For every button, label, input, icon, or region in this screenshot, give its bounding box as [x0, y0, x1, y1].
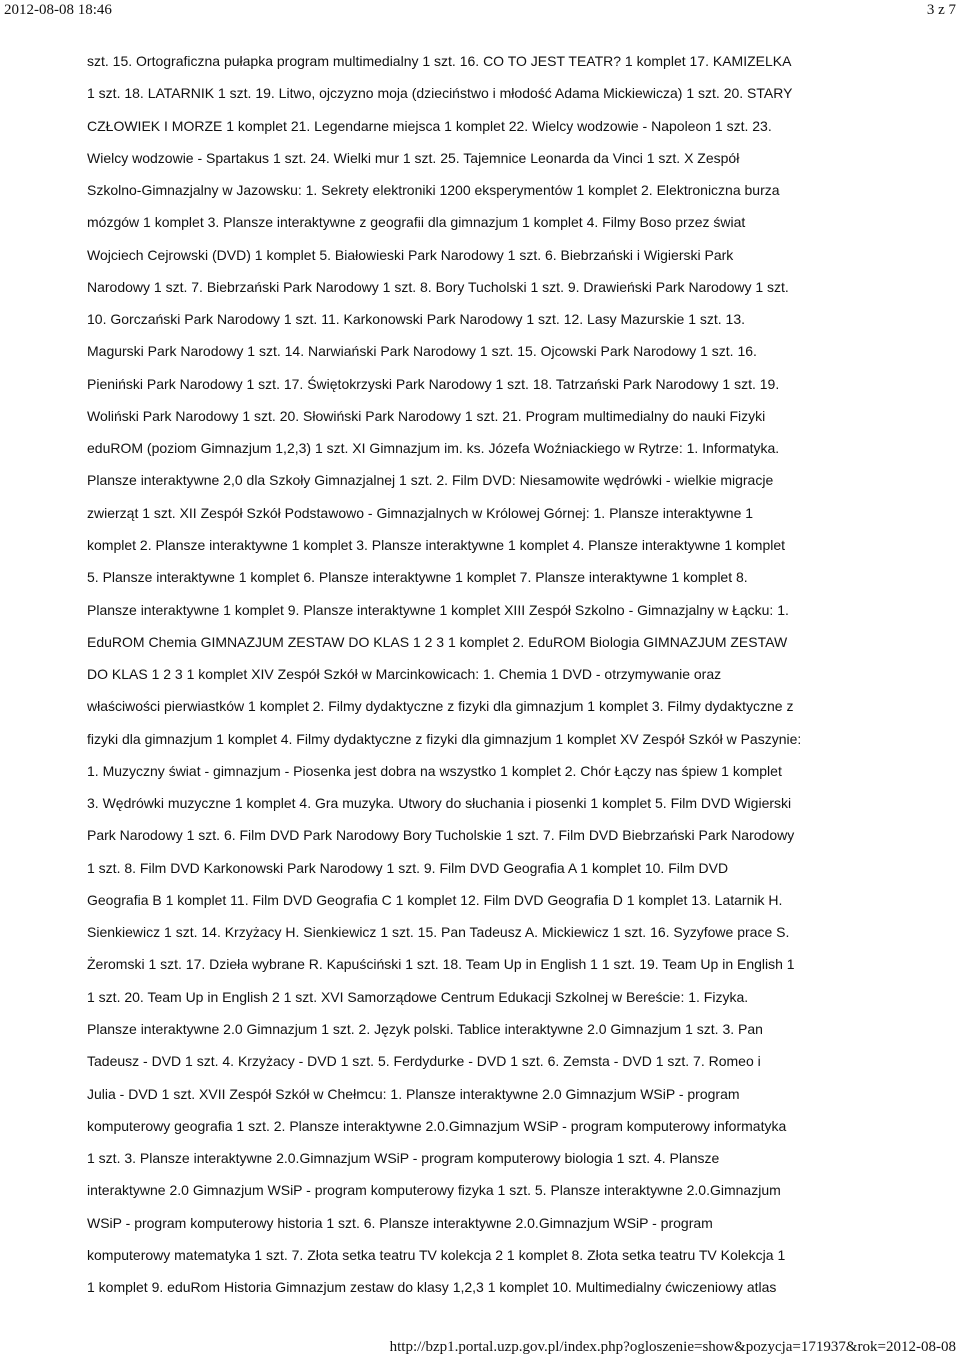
text-line: Julia - DVD 1 szt. XVII Zespół Szkół w Chełmcu: 1. Plansze interaktywne 2.0 Gimnazjum WSiP - program	[87, 1085, 740, 1102]
text-line: właściwości pierwiastków 1 komplet 2. Filmy dydaktyczne z fizyki dla gimnazjum 1 komplet 3. Filmy dydaktyczne z	[87, 698, 794, 715]
text-line: Magurski Park Narodowy 1 szt. 14. Narwiański Park Narodowy 1 szt. 15. Ojcowski Park Narodowy 1 szt. 16.	[87, 343, 757, 360]
text-line: Park Narodowy 1 szt. 6. Film DVD Park Narodowy Bory Tucholskie 1 szt. 7. Film DVD Biebrzański Park Narodowy	[87, 827, 795, 844]
text-line: mózgów 1 komplet 3. Plansze interaktywne z geografii dla gimnazjum 1 komplet 4. Filmy Boso przez świat	[87, 214, 746, 231]
text-line: Pieniński Park Narodowy 1 szt. 17. Świętokrzyski Park Narodowy 1 szt. 18. Tatrzański Park Narodowy 1 szt. 19.	[87, 375, 780, 392]
text-line: 1. Muzyczny świat - gimnazjum - Piosenka jest dobra na wszystko 1 komplet 2. Chór Łączy nas śpiew 1 komplet	[87, 762, 782, 779]
page-number: 3 z 7	[926, 2, 956, 18]
text-line: Narodowy 1 szt. 7. Biebrzański Park Narodowy 1 szt. 8. Bory Tucholski 1 szt. 9. Drawieński Park Narodowy 1 szt.	[87, 278, 789, 295]
text-line: WSiP - program komputerowy historia 1 szt. 6. Plansze interaktywne 2.0.Gimnazjum WSiP - program	[87, 1214, 713, 1231]
text-line: Żeromski 1 szt. 17. Dzieła wybrane R. Kapuściński 1 szt. 18. Team Up in English 1 1 szt. 19. Team Up in English 1	[87, 956, 795, 973]
text-line: 10. Gorczański Park Narodowy 1 szt. 11. Karkonowski Park Narodowy 1 szt. 12. Lasy Mazurskie 1 szt. 13.	[87, 311, 746, 328]
text-line: Plansze interaktywne 1 komplet 9. Plansze interaktywne 1 komplet XIII Zespół Szkolno - Gimnazjalny w Łącku: 1.	[87, 601, 789, 618]
text-line: Plansze interaktywne 2,0 dla Szkoły Gimnazjalnej 1 szt. 2. Film DVD: Niesamowite wędrówki - wielkie migracje	[87, 472, 774, 489]
text-line: 1 szt. 20. Team Up in English 2 1 szt. XVI Samorządowe Centrum Edukacji Szkolnej w Bereście: 1. Fizyka.	[87, 988, 749, 1005]
text-line: DO KLAS 1 2 3 1 komplet XIV Zespół Szkół w Marcinkowicach: 1. Chemia 1 DVD - otrzymywanie oraz	[87, 666, 722, 683]
text-line: Sienkiewicz 1 szt. 14. Krzyżacy H. Sienkiewicz 1 szt. 15. Pan Tadeusz A. Mickiewicz 1 szt. 16. Syzyfowe prace S.	[87, 924, 790, 941]
text-line: 1 komplet 9. eduRom Historia Gimnazjum zestaw do klasy 1,2,3 1 komplet 10. Multimedialny ćwiczeniowy atlas	[87, 1279, 777, 1296]
print-datetime: 2012-08-08 18:46	[4, 2, 112, 18]
text-line: 1 szt. 18. LATARNIK 1 szt. 19. Litwo, ojczyzno moja (dzieciństwo i młodość Adama Mickiewicza) 1 szt. 20. STARY	[87, 85, 793, 102]
text-line: Tadeusz - DVD 1 szt. 4. Krzyżacy - DVD 1 szt. 5. Ferdydurke - DVD 1 szt. 6. Zemsta - DVD 1 szt. 7. Romeo i	[87, 1053, 761, 1070]
text-line: 5. Plansze interaktywne 1 komplet 6. Plansze interaktywne 1 komplet 7. Plansze interaktywne 1 komplet 8.	[87, 569, 748, 586]
text-line: zwierząt 1 szt. XII Zespół Szkół Podstawowo - Gimnazjalnych w Królowej Górnej: 1. Plansze interaktywne 1	[87, 504, 754, 521]
document-body	[87, 50, 897, 1308]
text-line: komplet 2. Plansze interaktywne 1 komplet 3. Plansze interaktywne 1 komplet 4. Plansze interaktywne 1 komplet	[87, 536, 786, 553]
text-line: CZŁOWIEK I MORZE 1 komplet 21. Legendarne miejsca 1 komplet 22. Wielcy wodzowie - Napoleon 1 szt. 23.	[87, 117, 772, 134]
text-line: fizyki dla gimnazjum 1 komplet 4. Filmy dydaktyczne z fizyki dla gimnazjum 1 komplet XV Zespół Szkół w Paszynie:	[87, 730, 802, 747]
text-line: Plansze interaktywne 2.0 Gimnazjum 1 szt. 2. Język polski. Tablice interaktywne 2.0 Gimnazjum 1 szt. 3. Pan	[87, 1020, 763, 1037]
text-line: interaktywne 2.0 Gimnazjum WSiP - program komputerowy fizyka 1 szt. 5. Plansze interaktywne 2.0.Gimnazjum	[87, 1182, 781, 1199]
text-line: komputerowy matematyka 1 szt. 7. Złota setka teatru TV kolekcja 2 1 komplet 8. Złota setka teatru TV Kolekcja 1	[87, 1246, 786, 1263]
text-line: 3. Wędrówki muzyczne 1 komplet 4. Gra muzyka. Utwory do słuchania i piosenki 1 komplet 5. Film DVD Wigierski	[87, 795, 792, 812]
text-line: eduROM (poziom Gimnazjum 1,2,3) 1 szt. XI Gimnazjum im. ks. Józefa Woźniackiego w Rytrze: 1. Informatyka.	[87, 440, 780, 457]
text-line: Woliński Park Narodowy 1 szt. 20. Słowiński Park Narodowy 1 szt. 21. Program multimedialny do nauki Fizyki	[87, 407, 766, 424]
print-footer-url: http://bzp1.portal.uzp.gov.pl/index.php?ogloszenie=show&pozycja=171937&rok=2012-08-08	[389, 1339, 956, 1355]
text-line: 1 szt. 3. Plansze interaktywne 2.0.Gimnazjum WSiP - program komputerowy biologia 1 szt. 4. Plansze	[87, 1150, 720, 1167]
text-line: Wojciech Cejrowski (DVD) 1 komplet 5. Białowieski Park Narodowy 1 szt. 6. Biebrzański i Wigierski Park	[87, 246, 734, 263]
text-line: komputerowy geografia 1 szt. 2. Plansze interaktywne 2.0.Gimnazjum WSiP - program komputerowy informatyka	[87, 1117, 787, 1134]
text-line: Geografia B 1 komplet 11. Film DVD Geografia C 1 komplet 12. Film DVD Geografia D 1 komplet 13. Latarnik H.	[87, 891, 783, 908]
text-line: EduROM Chemia GIMNAZJUM ZESTAW DO KLAS 1 2 3 1 komplet 2. EduROM Biologia GIMNAZJUM ZESTAW	[87, 633, 788, 650]
text-line: Szkolno-Gimnazjalny w Jazowsku: 1. Sekrety elektroniki 1200 eksperymentów 1 komplet 2. Elektroniczna burza	[87, 182, 780, 199]
text-line: Wielcy wodzowie - Spartakus 1 szt. 24. Wielki mur 1 szt. 25. Tajemnice Leonarda da Vinci 1 szt. X Zespół	[87, 149, 740, 166]
text-line: 1 szt. 8. Film DVD Karkonowski Park Narodowy 1 szt. 9. Film DVD Geografia A 1 komplet 10. Film DVD	[87, 859, 729, 876]
text-line: szt. 15. Ortograficzna pułapka program multimedialny 1 szt. 16. CO TO JEST TEATR? 1 komplet 17. KAMIZELKA	[87, 53, 792, 69]
print-header	[0, 0, 960, 22]
